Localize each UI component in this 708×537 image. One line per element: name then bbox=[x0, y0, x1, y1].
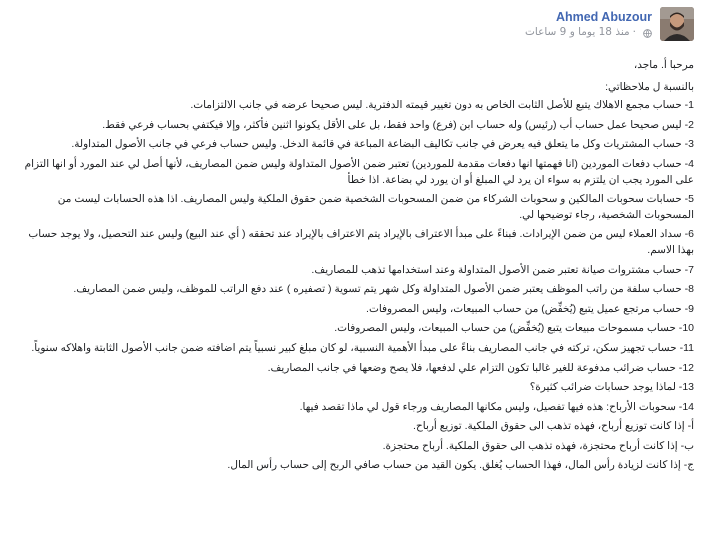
list-item: 5- حسابات سحوبات المالكين و سحوبات الشركاء من ضمن المسحوبات الشخصية ضمن حقوق الملكية وليس المصاريف. اذا هذه الحسابات ليست من المسحوبات الشخصية، رجاء توضيحها لي. bbox=[57, 193, 694, 221]
list-item: 8- حساب سلفة من راتب الموظف يعتبر ضمن الأصول المتداولة وكل شهر يتم تسوية ( تصفيره ) عند دفع الراتب للموظف، وليس ضمن المصاريف. bbox=[73, 283, 694, 296]
list-item: 2- ليس صحيحا عمل حساب أب (رئيس) وله حساب ابن (فرع) واحد فقط، بل على الأقل يكونوا اثنين فأكثر، وإلا فيكتفي بحساب فرعي فقط. bbox=[102, 118, 694, 131]
list-item: 1- حساب مجمع الاهلاك يتبع للأصل الثابت الخاص به دون تغيير قيمته الدفترية. ليس صحيحا عرضه في جانب الالتزامات. bbox=[190, 99, 694, 112]
list-item: 4- حساب دفعات الموردين (انا فهمتها انها دفعات مقدمة للموردين) تعتبر ضمن الأصول المتداولة وليس ضمن المصاريف، لأنها أصل لي عند المورد أو انها التزام على المورد يجب ان يلتزم به سواء ان يرد لي المبلغ أو ان يورد لي بضاعة. اذا خطأ bbox=[24, 157, 694, 186]
list-item: 7- حساب مشتروات صيانة تعتبر ضمن الأصول المتداولة وعند استخدامها تذهب للمصاريف. bbox=[311, 263, 694, 276]
author-name[interactable]: Ahmed Abuzour bbox=[555, 9, 652, 24]
post-content bbox=[10, 58, 694, 474]
list-item: ب- إذا كانت أرباح محتجزة، فهذه تذهب الى حقوق الملكية. أرباح محتجزة. bbox=[382, 439, 694, 452]
list-item: 14- سحوبات الأرباح: هذه فيها تفصيل، وليس مكانها المصاريف ورجاء قول لي ماذا تقصد فيها. bbox=[299, 400, 694, 413]
list-item: 3- حساب المشتريات وكل ما يتعلق فيه يعرض في جانب تكاليف البضاعة المباعة في قائمة الدخل. وليس حساب فرعي في جانب الأصول المتداولة. bbox=[71, 138, 694, 151]
list-item: 6- سداد العملاء ليس من ضمن الإيرادات. فبناءً على مبدأ الاعتراف بالإيراد يتم الاعتراف بالإيراد عند تحققه ( أي عند البيع) وليس عند التحصيل، ولا يوجد حساب بهذا الاسم. bbox=[28, 228, 694, 256]
list-item: 12- حساب ضرائب مدفوعة للغير غالبا تكون التزام علي لدفعها، فلا يصح وضعها في جانب المصاريف. bbox=[267, 361, 694, 374]
list-item: ج- إذا كانت لزيادة رأس المال، فهذا الحساب يُغلق. يكون القيد من حساب صافي الربح إلى حساب رأس المال. bbox=[227, 459, 694, 472]
author-block bbox=[525, 9, 652, 40]
avatar-image bbox=[660, 7, 694, 41]
meta-separator: · bbox=[632, 25, 636, 38]
post-header bbox=[525, 6, 694, 42]
post-meta bbox=[525, 25, 652, 40]
list-item: 10- حساب مسموحات مبيعات يتبع (يُخفِّض) من حساب المبيعات، وليس المصروفات. bbox=[334, 322, 694, 335]
post-greeting: مرحبا أ. ماجد، bbox=[633, 59, 694, 71]
list-item: 11- حساب تجهيز سكن، تركته في جانب المصاريف بناءً على مبدأ الأهمية النسبية، لو كان مبلغ كبير نسبياً يتم اضافته ضمن جانب الأصول الثابتة واهلاكه سنوياً. bbox=[31, 341, 694, 354]
post-intro: بالنسبة ل ملاحظاتي: bbox=[605, 80, 694, 93]
post-timestamp[interactable]: منذ 18 يوما و 9 ساعات bbox=[524, 25, 630, 38]
globe-icon bbox=[643, 28, 652, 37]
list-item: 9- حساب مرتجع عميل يتبع (يُخفِّض) من حساب المبيعات، وليس المصروفات. bbox=[366, 302, 694, 315]
list-item: 13- لماذا يوجد حسابات ضرائب كثيرة؟ bbox=[529, 381, 694, 394]
avatar[interactable] bbox=[660, 7, 694, 41]
list-item: أ- إذا كانت توزيع أرباح، فهذه تذهب الى حقوق الملكية. توزيع أرباح. bbox=[413, 420, 694, 433]
